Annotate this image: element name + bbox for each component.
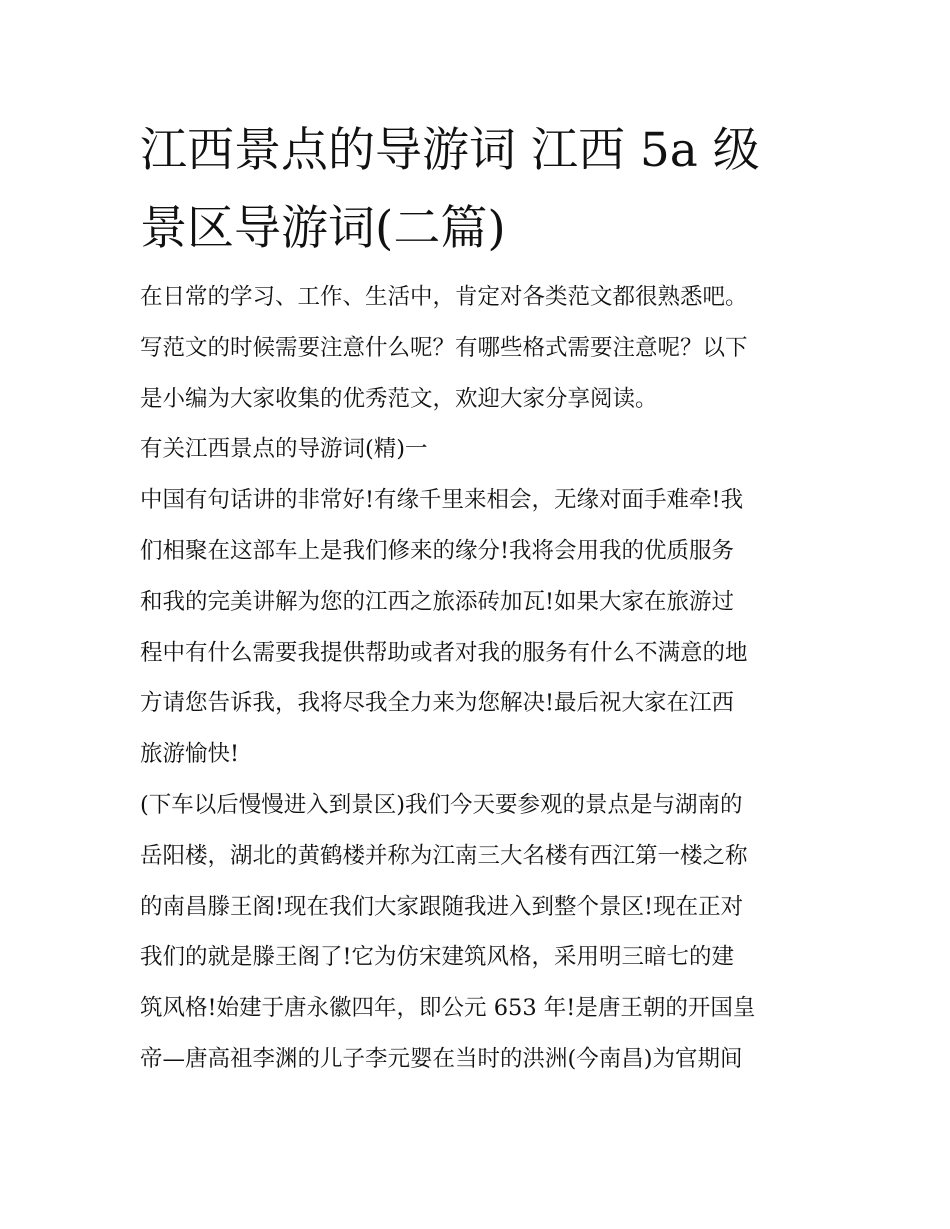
section-heading: 有关江西景点的导游词(精)一 — [140, 436, 428, 463]
paragraph-line: 我们的就是滕王阁了!它为仿宋建筑风格，采用明三暗七的建 — [140, 944, 735, 971]
document-page — [140, 112, 830, 1085]
paragraph-line: 中国有句话讲的非常好!有缘千里来相会，无缘对面手难牵!我 — [140, 487, 744, 514]
title-line: 江西景点的导游词 江西 5a 级 — [140, 123, 760, 178]
paragraph-line: 旅游愉快! — [140, 741, 240, 768]
title-line: 景区导游词(二篇) — [140, 201, 506, 256]
paragraph-line: 们相聚在这部车上是我们修来的缘分!我将会用我的优质服务 — [140, 537, 735, 564]
paragraph-line: 程中有什么需要我提供帮助或者对我的服务有什么不满意的地 — [140, 639, 748, 666]
paragraph-line: 方请您告诉我，我将尽我全力来为您解决!最后祝大家在江西 — [140, 690, 735, 717]
intro-line: 在日常的学习、工作、生活中，肯定对各类范文都很熟悉吧。 — [140, 284, 748, 310]
intro-line: 写范文的时候需要注意什么呢？有哪些格式需要注意呢？以下 — [140, 334, 748, 361]
paragraph-line: 筑风格!始建于唐永徽四年，即公元 653 年!是唐王朝的开国皇 — [140, 995, 756, 1022]
document-title — [140, 112, 830, 268]
document-body — [140, 272, 830, 1085]
paragraph-line: 和我的完美讲解为您的江西之旅添砖加瓦!如果大家在旅游过 — [140, 588, 735, 615]
intro-line: 是小编为大家收集的优秀范文，欢迎大家分享阅读。 — [140, 385, 658, 412]
paragraph-line: (下车以后慢慢进入到景区)我们今天要参观的景点是与湖南的 — [140, 791, 743, 818]
paragraph-line: 岳阳楼，湖北的黄鹤楼并称为江南三大名楼有西江第一楼之称 — [140, 842, 748, 869]
paragraph-line: 的南昌滕王阁!现在我们大家跟随我进入到整个景区!现在正对 — [140, 893, 744, 920]
paragraph-line: 帝—唐高祖李渊的儿子李元婴在当时的洪洲(今南昌)为官期间 — [140, 1045, 743, 1072]
